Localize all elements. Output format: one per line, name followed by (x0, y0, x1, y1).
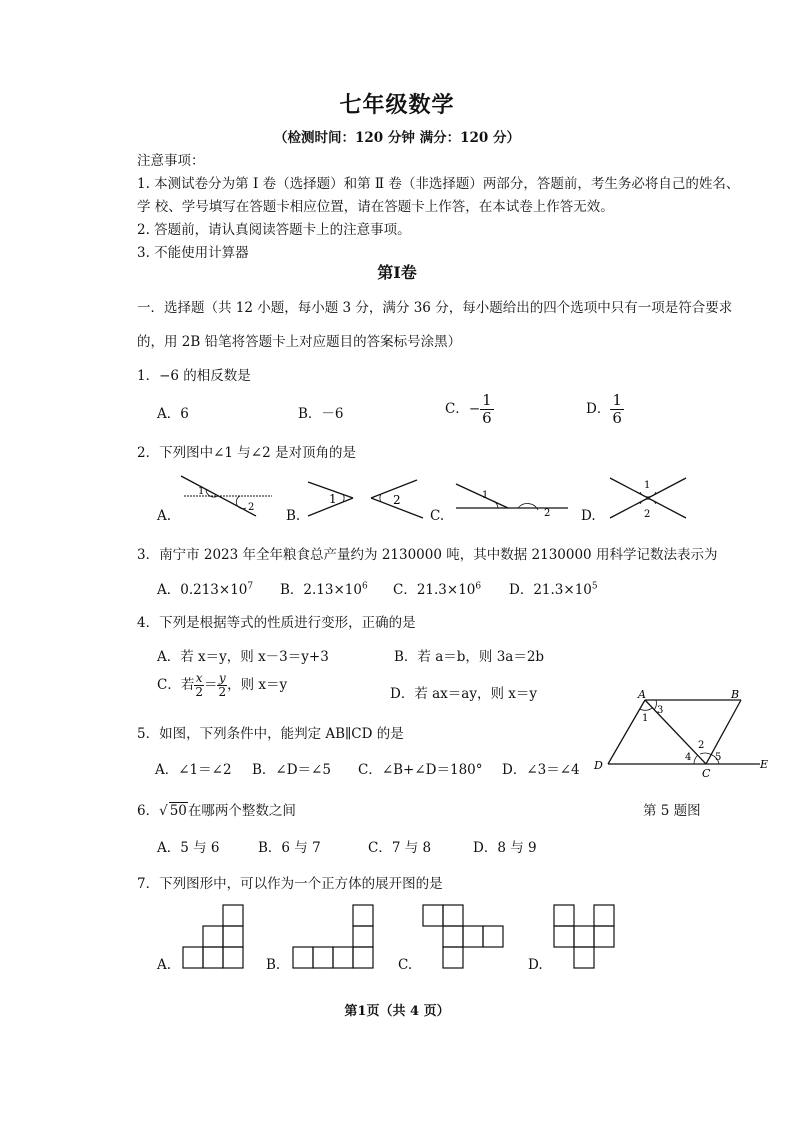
q5-figure-angle-2: 2 (698, 740, 705, 751)
notes-item-3: 3. 不能使用计算器 (137, 245, 249, 261)
q1-option-b: B．－6 (298, 406, 344, 422)
q7-option-c: C. (398, 957, 413, 973)
q3-option-b (280, 578, 368, 598)
q3-option-a (157, 578, 253, 598)
q2-stem: 2．下列图中∠1 与∠2 是对顶角的是 (137, 445, 356, 461)
q7-net-d (551, 903, 621, 973)
q3-option-d-mantissa: D．21.3×10 (509, 582, 592, 598)
q3-option-c-exponent: 6 (475, 581, 482, 592)
q2-figure-a-angle-2: 2 (248, 502, 255, 513)
q2-figure-a (176, 470, 276, 520)
q5-figure-point-c: C (702, 767, 711, 780)
q6-option-d: D．8 与 9 (473, 840, 537, 856)
q6-number: 6． (137, 803, 160, 819)
q4-option-c (157, 672, 287, 699)
q5-figure-angle-1: 1 (642, 713, 649, 724)
section-title: 第Ⅰ卷 (377, 263, 417, 282)
part1-instruction-line-1: 一．选择题（共 12 小题，每小题 3 分，满分 36 分，每小题给出的四个选项中只有一项是符合要求 (137, 300, 733, 316)
q1-option-d-label: D． (586, 401, 611, 417)
q6-stem: 6．√ 50在哪两个整数之间 (137, 803, 296, 819)
q7-net-b (289, 903, 379, 973)
q1-option-c-denominator: 6 (482, 409, 492, 427)
notes-item-1-line-2: 学 校、学号填写在答题卡相应位置，请在答题卡上作答，在本试卷上作答无效。 (137, 199, 614, 215)
q2-option-b: B. (286, 508, 301, 524)
notes-heading: 注意事项： (137, 153, 205, 169)
q4-option-d: D．若 ax＝ay，则 x＝y (390, 686, 537, 702)
q5-figure-caption: 第 5 题图 (643, 803, 701, 819)
q5-option-c: C．∠B+∠D＝180° (358, 762, 483, 778)
q1-option-d-denominator: 6 (612, 409, 622, 427)
q7-stem: 7．下列图形中，可以作为一个正方体的展开图的是 (137, 876, 443, 892)
q3-option-b-exponent: 6 (361, 581, 368, 592)
q6-option-c: C．7 与 8 (368, 840, 432, 856)
q1-option-d (586, 392, 624, 427)
q3-option-c (393, 578, 481, 598)
q5-figure-point-e: E (760, 758, 769, 771)
notes-item-1-line-1: 1. 本测试卷分为第 Ⅰ 卷（选择题）和第 Ⅱ 卷（非选择题）两部分，答题前，考生务必将自己的姓名、 (137, 176, 740, 192)
page-number: 第1页（共 4 页） (344, 1004, 450, 1019)
q3-option-a-mantissa: A．0.213×10 (157, 582, 248, 598)
q1-option-a: A．6 (157, 406, 189, 422)
page-title: 七年级数学 (339, 92, 455, 118)
q5-figure-point-a: A (638, 688, 646, 701)
q1-option-c-label: C． (445, 401, 469, 417)
q2-figure-d-angle-2: 2 (644, 509, 651, 520)
q5-option-a: A．∠1＝∠2 (155, 762, 232, 778)
q4-option-c-suffix: ，则 x＝y (227, 677, 288, 693)
q4-option-c-x: x (195, 671, 203, 685)
q7-option-a: A. (157, 957, 172, 973)
notes-item-2: 2. 答题前，请认真阅读答题卡上的注意事项。 (137, 222, 411, 238)
q6-stem-text: 在哪两个整数之间 (187, 803, 296, 819)
q1-stem: 1．−6 的相反数是 (137, 368, 251, 384)
q2-figure-c-angle-1: 1 (482, 490, 489, 501)
q2-option-c: C. (430, 508, 445, 524)
q2-figure-b-angle-1: 1 (329, 492, 337, 506)
q3-option-c-mantissa: C．21.3×10 (393, 582, 476, 598)
q5-option-b: B．∠D＝∠5 (252, 762, 331, 778)
q2-figure-c-angle-2: 2 (544, 508, 551, 519)
q7-option-d: D. (528, 957, 543, 973)
q1-option-d-numerator: 1 (612, 391, 622, 409)
q2-figure-d-angle-1: 1 (644, 480, 651, 491)
q2-figure-c (452, 476, 572, 520)
notes-block (137, 150, 739, 265)
q5-option-d: D．∠3＝∠4 (502, 762, 580, 778)
q5-figure-angle-4: 4 (685, 752, 692, 763)
part1-instruction-line-2: 的，用 2B 铅笔将答题卡上对应题目的答案标号涂黑） (137, 334, 462, 350)
q3-option-d (509, 578, 598, 598)
q4-option-a: A．若 x＝y，则 x－3＝y+3 (157, 649, 329, 665)
exam-info: （检测时间：120 分钟 满分：120 分） (274, 130, 520, 146)
q4-option-c-prefix: C．若 (157, 677, 195, 693)
q4-option-c-equals: ＝ (203, 677, 218, 693)
q4-option-c-y: y (218, 671, 226, 685)
q2-figure-a-angle-1: 1 (198, 486, 205, 497)
q4-option-b: B．若 a＝b，则 3a＝2b (394, 649, 545, 665)
q3-option-d-exponent: 5 (591, 581, 598, 592)
q5-figure (588, 684, 778, 780)
q5-figure-point-b: B (731, 688, 740, 701)
q2-figure-b (305, 478, 435, 522)
q2-figure-b-angle-2: 2 (393, 493, 401, 507)
q7-net-c (421, 903, 511, 973)
q3-option-b-mantissa: B．2.13×10 (280, 582, 362, 598)
q3-stem: 3．南宁市 2023 年全年粮食总产量约为 2130000 吨，其中数据 2130000 用科学记数法表示为 (137, 547, 718, 563)
q2-option-d: D. (581, 508, 596, 524)
q6-option-b: B．6 与 7 (258, 840, 321, 856)
q5-figure-angle-5: 5 (715, 752, 722, 763)
q6-option-a: A．5 与 6 (157, 840, 220, 856)
q5-figure-point-d: D (594, 759, 603, 772)
q4-stem: 4．下列是根据等式的性质进行变形，正确的是 (137, 615, 416, 631)
q4-option-c-two-2: 2 (218, 685, 227, 699)
q1-option-c-numerator: 1 (482, 391, 492, 409)
q7-net-a (180, 903, 250, 973)
q3-option-a-exponent: 7 (247, 581, 254, 592)
q6-radicand: 50 (169, 803, 187, 819)
q2-option-a: A. (157, 508, 172, 524)
q4-option-c-two-1: 2 (195, 685, 203, 699)
q5-stem: 5．如图，下列条件中，能判定 AB∥CD 的是 (137, 726, 404, 742)
q1-option-c (445, 392, 494, 427)
q1-option-c-sign: − (468, 401, 481, 417)
q7-option-b: B. (266, 957, 281, 973)
q2-figure-d (602, 474, 694, 522)
q5-figure-angle-3: 3 (657, 705, 664, 716)
